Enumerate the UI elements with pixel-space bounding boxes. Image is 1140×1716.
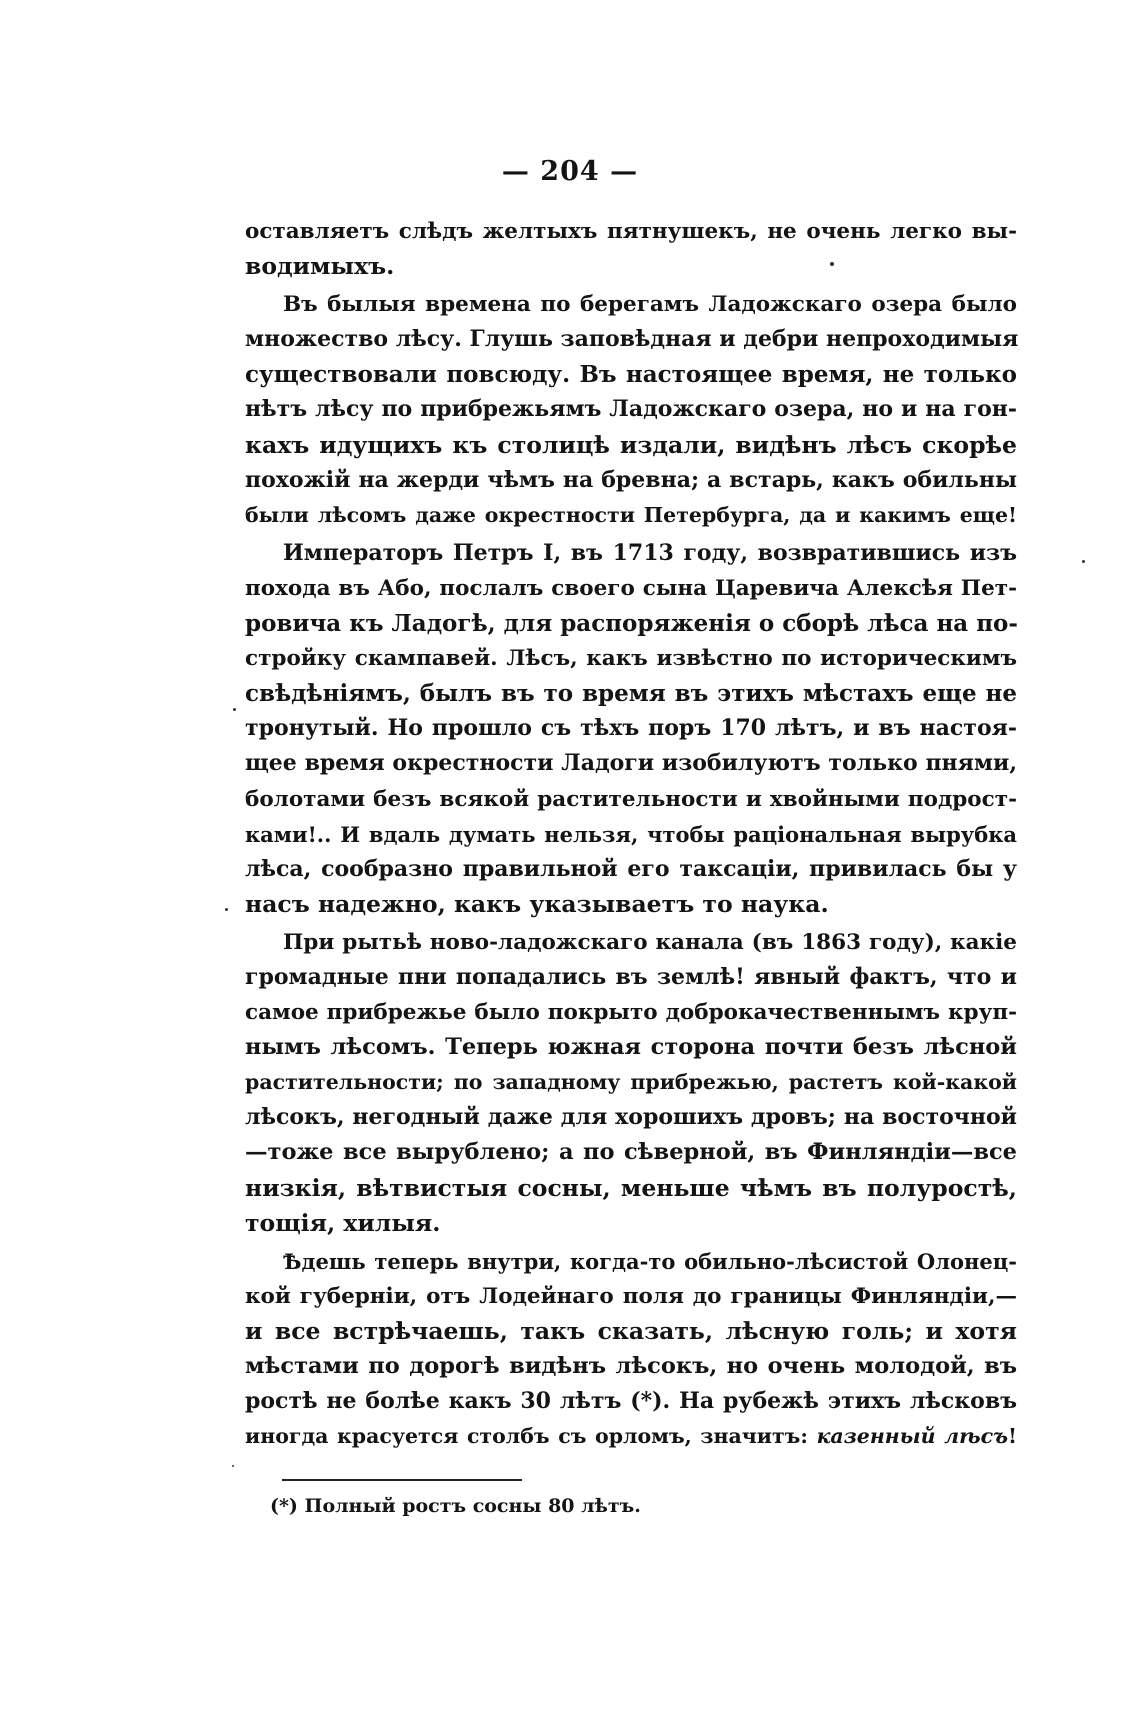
text-line: тронутый. Но прошло съ тѣхъ поръ 170 лѣтъ, и въ настоя- bbox=[245, 715, 1017, 742]
text-line: растительности; по западному прибрежью, растетъ кой-какой bbox=[245, 1070, 1017, 1095]
text-line: мѣстами по дорогѣ видѣнъ лѣсокъ, но очень молодой, въ bbox=[245, 1353, 1017, 1379]
text-line: лѣса, сообразно правильной его таксаціи, привилась бы у bbox=[245, 855, 1017, 882]
text-line: оставляетъ слѣдъ желтыхъ пятнушекъ, не очень легко вы- bbox=[245, 219, 1017, 244]
text-line: похода въ Або, послалъ своего сына Царевича Алексѣя Пет- bbox=[245, 575, 1017, 601]
text-line: болотами безъ всякой растительности и хвойными подрост- bbox=[245, 786, 1017, 812]
text-line: лѣсокъ, негодный даже для хорошихъ дровъ; на восточной bbox=[245, 1104, 1017, 1131]
text-line: водимыхъ. bbox=[245, 252, 395, 281]
text-line-final bbox=[245, 1419, 1017, 1454]
text-line: самое прибрежье было покрыто доброкачественнымъ круп- bbox=[245, 1000, 1017, 1026]
text-line: кахъ идущихъ къ столицѣ издали, видѣнъ лѣсъ скорѣе bbox=[245, 430, 1017, 459]
paragraph-start: При рытьѣ ново-ладожскаго канала (въ 1863 году), какіе bbox=[283, 929, 1017, 955]
text-line: нымъ лѣсомъ. Теперь южная сторона почти безъ лѣсной bbox=[245, 1034, 1017, 1061]
text-line: низкія, вѣтвистыя сосны, меньше чѣмъ въ полуростѣ, bbox=[245, 1173, 1017, 1202]
text-line: ками!.. И вдаль думать нельзя, чтобы раціональная вырубка bbox=[245, 821, 1017, 847]
scan-speck bbox=[1082, 560, 1085, 563]
paragraph-start: Въ былыя времена по берегамъ Ладожскаго озера было bbox=[283, 292, 1017, 318]
text-line: множество лѣсу. Глушь заповѣдная и дебри непроходимыя bbox=[245, 326, 1019, 353]
text-line: похожій на жерди чѣмъ на бревна; а встарь, какъ обильны bbox=[245, 466, 1017, 493]
text-line: кой губерніи, отъ Лодейнаго поля до границы Финляндіи,— bbox=[245, 1283, 1017, 1309]
exclamation: ! bbox=[1008, 1424, 1017, 1449]
text-line: насъ надежно, какъ указываетъ то наука. bbox=[245, 889, 829, 918]
text-line-final-start: иногда красуется столбъ съ орломъ, значитъ: bbox=[245, 1424, 808, 1449]
footnote: (*) Полный ростъ сосны 80 лѣтъ. bbox=[270, 1495, 641, 1517]
text-line: тощія, хилыя. bbox=[245, 1208, 441, 1237]
scan-speck bbox=[830, 262, 834, 266]
page-number: — 204 — bbox=[501, 156, 639, 187]
scan-speck bbox=[233, 708, 236, 711]
text-line: ровича къ Ладогѣ, для распоряженія о сборѣ лѣса на по- bbox=[245, 610, 1018, 638]
paragraph-start: Ѣдешь теперь внутри, когда-то обильно-лѣсистой Олонец- bbox=[283, 1248, 1017, 1274]
italic-phrase: казенный лѣсъ bbox=[816, 1424, 1008, 1449]
paragraph-start: Императоръ Петръ I, въ 1713 году, возвратившись изъ bbox=[283, 539, 1017, 566]
text-line: и все встрѣчаешь, такъ сказать, лѣсную голь; и хотя bbox=[245, 1316, 1017, 1345]
text-line: громадные пни попадались въ землѣ! явный фактъ, что и bbox=[245, 963, 1017, 990]
body-text bbox=[245, 214, 1017, 1454]
scan-speck bbox=[225, 908, 228, 911]
text-line: нѣтъ лѣсу по прибрежьямъ Ладожскаго озера, но и на гон- bbox=[245, 396, 1017, 423]
text-line: свѣдѣніямъ, былъ въ то время въ этихъ мѣстахъ еще не bbox=[245, 680, 1017, 708]
text-line: были лѣсомъ даже окрестности Петербурга, да и какимъ еще! bbox=[245, 502, 1017, 527]
text-line: щее время окрестности Ладоги изобилуютъ только пнями, bbox=[245, 750, 1017, 777]
text-line: —тоже все вырублено; а по сѣверной, въ Финляндіи—все bbox=[245, 1139, 1017, 1166]
text-line: стройку скампавей. Лѣсъ, какъ извѣстно по историческимъ bbox=[245, 646, 1017, 672]
scan-speck bbox=[232, 1465, 234, 1467]
text-line: существовали повсюду. Въ настоящее время, не только bbox=[245, 361, 1017, 389]
text-line: ростѣ не болѣе какъ 30 лѣтъ (*). На рубежѣ этихъ лѣсковъ bbox=[245, 1388, 1017, 1415]
footnote-divider bbox=[282, 1479, 522, 1481]
